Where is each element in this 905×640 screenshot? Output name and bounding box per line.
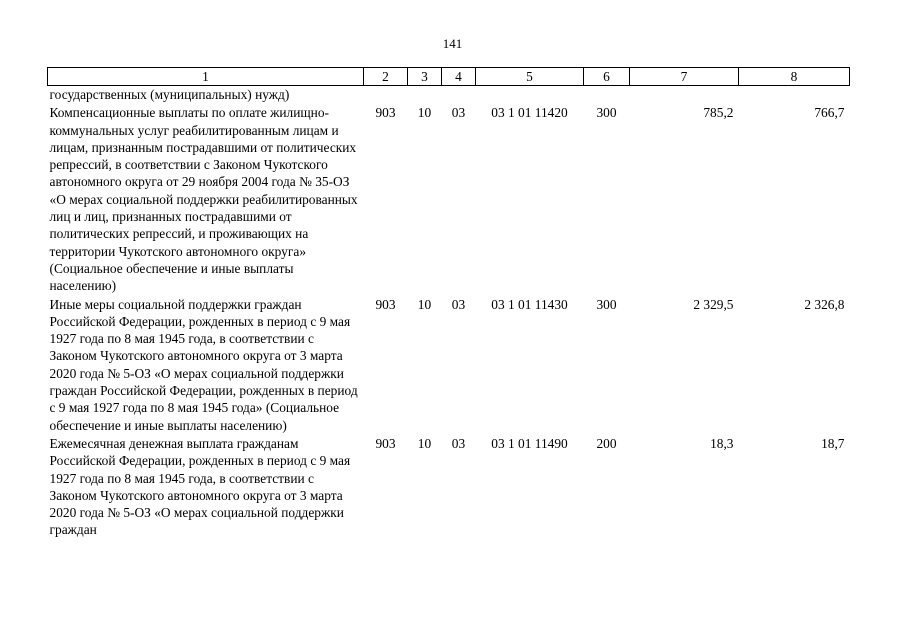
row-col-2: 903 (375, 296, 396, 312)
row-col-2: 903 (375, 105, 396, 121)
row-col-8: 766,7 (814, 105, 845, 121)
row-col-6: 200 (596, 435, 617, 451)
table-row (48, 434, 850, 539)
row-col-3: 10 (417, 296, 432, 312)
page-number: 141 (442, 36, 463, 51)
row-col-8: 18,7 (821, 435, 845, 451)
row-col-6: 300 (596, 105, 617, 121)
row-col-4: 03 (451, 435, 466, 451)
header-row (48, 68, 850, 86)
row-name: Ежемесячная денежная выплата гражданам Российской Федерации, рожденных в период с 9 мая 1927 года по 8 мая 1945 года, в соответствии с Законом Чукотского автономного округа от 3 марта 2020 года № 5-ОЗ «О мерах социальной поддержки граждан (49, 435, 351, 538)
row-col-5: 03 1 01 11490 (491, 435, 568, 451)
row-col-4: 03 (451, 296, 466, 312)
row-col-7: 2 329,5 (693, 296, 734, 312)
row-name: Компенсационные выплаты по оплате жилищно-коммунальных услуг реабилитированным лицам и лицам, признанным пострадавшими от политических репрессий, в соответствии с Законом Чукотского автономного округа от 29 ноября 2004 года № 35-ОЗ «О мерах социальной поддержки реабилитированных лиц и лиц, признанных пострадавшими от политических репрессий, и проживающих на территории Чукотского автономного округа» (Социальное обеспечение и иные выплаты населению) (49, 105, 358, 294)
row-col-3: 10 (417, 105, 432, 121)
header-col-1: 1 (48, 68, 364, 86)
carry-over-text: государственных (муниципальных) нужд) (49, 87, 290, 102)
budget-table (47, 67, 850, 539)
row-col-3: 10 (417, 435, 432, 451)
row-col-7: 785,2 (703, 105, 734, 121)
header-col-7: 7 (630, 68, 739, 86)
row-col-5: 03 1 01 11430 (491, 296, 568, 312)
row-name: Иные меры социальной поддержки граждан Российской Федерации, рожденных в период с 9 мая 1927 года по 8 мая 1945 года, в соответствии с Законом Чукотского автономного округа от 3 марта 2020 года № 5-ОЗ «О мерах социальной поддержки граждан Российской Федерации, рожденных в период с 9 мая 1927 года по 8 мая 1945 года» (Социальное обеспечение и иные выплаты населению) (49, 296, 358, 433)
row-col-5: 03 1 01 11420 (491, 105, 568, 121)
header-col-2: 2 (364, 68, 408, 86)
carry-over-row (48, 86, 850, 104)
header-col-6: 6 (584, 68, 630, 86)
header-col-3: 3 (408, 68, 442, 86)
row-col-6: 300 (596, 296, 617, 312)
header-col-5: 5 (476, 68, 584, 86)
table-row (48, 295, 850, 434)
row-col-2: 903 (375, 435, 396, 451)
header-col-4: 4 (442, 68, 476, 86)
table-row (48, 103, 850, 294)
row-col-7: 18,3 (710, 435, 734, 451)
row-col-8: 2 326,8 (804, 296, 845, 312)
row-col-4: 03 (451, 105, 466, 121)
header-col-8: 8 (739, 68, 850, 86)
